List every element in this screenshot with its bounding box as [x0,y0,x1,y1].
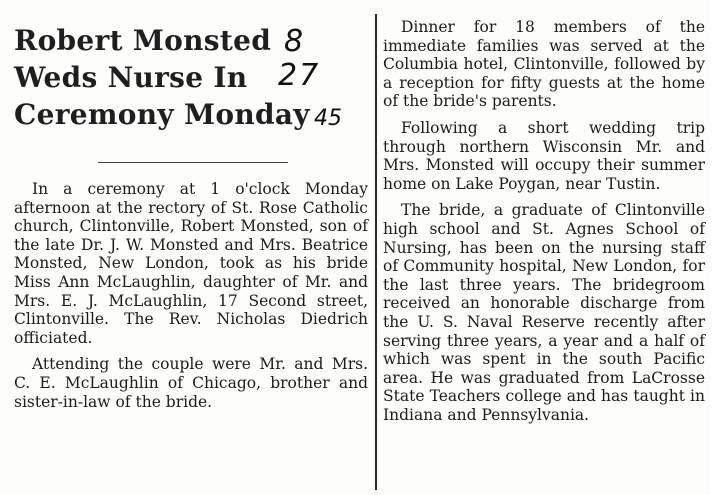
right-body [383,18,705,424]
paragraph-wedding-trip: Following a short wedding trip through northern Wisconsin Mr. and Mrs. Monsted will occupy their summer home on Lake Poygan, near Tustin. [383,118,705,193]
handwritten-note-2: 27 [278,58,321,93]
paragraph-bride-background: The bride, a graduate of Clintonville high school and St. Agnes School of Nursing, has been on the nursing staff of Community hospital, New London, for the last three years. The bridegroom received an honorable discharge from the U. S. Naval Reserve recently after serving three years, a year and a half of which was spent in the south Pacific area. He was graduated from LaCrosse State Teachers college and has taught in Indiana and Pennsylvania. [383,201,705,424]
headline-line-1: Robert Monsted [14,24,272,57]
headline-line-3: Ceremony Monday [14,98,310,131]
handwritten-note-3: 45 [314,106,342,131]
paragraph-dinner: Dinner for 18 members of the immediate families was served at the Columbia hotel, Clintonville, followed by a reception for fifty guests at the home of the bride's parents. [383,18,705,111]
headline-line-2: Weds Nurse In [14,61,248,94]
column-divider [375,14,377,490]
right-column [383,18,705,490]
left-column [8,22,373,492]
page-edge [710,0,720,495]
paragraph-ceremony: In a ceremony at 1 o'clock Monday afternoon at the rectory of St. Rose Catholic church, Clintonville, Robert Monsted, son of the late Dr. J. W. Monsted and Mrs. Beatrice Monsted, New London, took as his bride Miss Ann McLaughlin, daughter of Mr. and Mrs. E. J. McLaughlin, 17 Second street, Clintonville. The Rev. Nicholas Diedrich officiated. [14,180,368,347]
handwritten-note-1: 8 [284,24,304,59]
headline-rule [98,162,288,163]
left-body [14,180,368,419]
paragraph-attendants: Attending the couple were Mr. and Mrs. C. E. McLaughlin of Chicago, brother and sister-in-law of the bride. [14,355,368,411]
